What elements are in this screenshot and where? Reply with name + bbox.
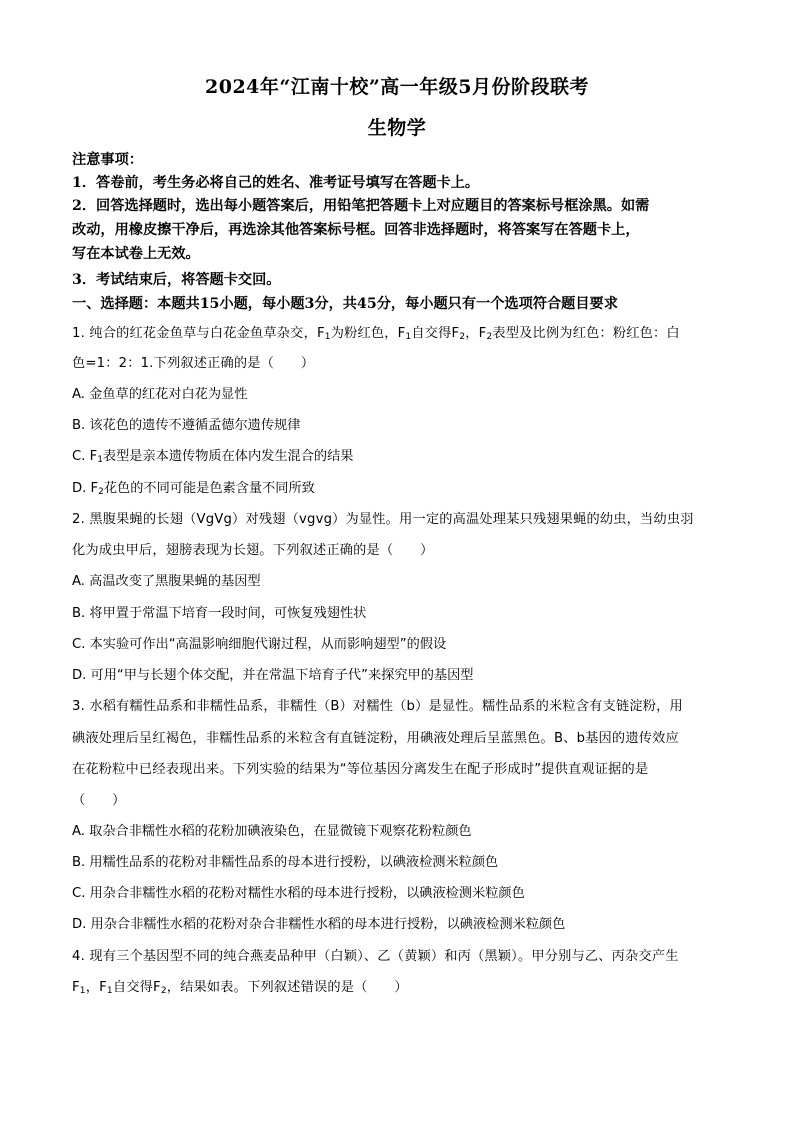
question-4-line-1: 4. 现有三个基因型不同的纯合燕麦品种甲（白颖）、乙（黄颖）和丙（黑颖）。甲分别与乙、丙杂交产生 — [72, 949, 679, 964]
question-3-option-d: D. 用杂合非糯性水稻的花粉对杂合非糯性水稻的母本进行授粉，以碘液检测米粒颜色 — [72, 917, 566, 932]
question-3-line-4: （ ） — [72, 793, 126, 808]
question-1-line-2: 色=1：2：1.下列叙述正确的是（ ） — [72, 356, 315, 371]
question-2-option-c: C. 本实验可作出“高温影响细胞代谢过程，从而影响翅型”的假设 — [72, 637, 447, 652]
section-1-heading: 一、选择题：本题共15小题，每小题3分，共45分，每小题只有一个选项符合题目要求 — [72, 296, 618, 312]
question-2-line-2: 化为成虫甲后，翅膀表现为长翅。下列叙述正确的是（ ） — [72, 543, 434, 558]
notes-item-3: 3．考试结束后，将答题卡交回。 — [72, 272, 281, 288]
question-2-option-d: D. 可用“甲与长翅个体交配，并在常温下培育子代”来探究甲的基因型 — [72, 668, 474, 683]
subject-title: 生物学 — [367, 117, 427, 139]
notes-item-1: 1．答卷前，考生务必将自己的姓名、准考证号填写在答题卡上。 — [72, 175, 480, 191]
question-3-line-3: 在花粉粒中已经表现出来。下列实验的结果为“等位基因分离发生在配子形成时”提供直观证据的是 — [72, 762, 649, 777]
question-2-line-1: 2. 黑腹果蝇的长翅（VgVg）对残翅（vgvg）为显性。用一定的高温处理某只残翅果蝇的幼虫，当幼虫羽 — [72, 512, 694, 527]
question-2-option-b: B. 将甲置于常温下培育一段时间，可恢复残翅性状 — [72, 606, 367, 621]
notes-item-2-line-2: 改动，用橡皮擦干净后，再选涂其他答案标号框。回答非选择题时，将答案写在答题卡上， — [72, 222, 640, 238]
question-3-option-c: C. 用杂合非糯性水稻的花粉对糯性水稻的母本进行授粉，以碘液检测米粒颜色 — [72, 886, 525, 901]
notes-item-2-line-3: 写在本试卷上无效。 — [72, 246, 200, 262]
question-4-line-2: $F_1$，$F_1$自交得$F_2$，结果如表。下列叙述错误的是（ ） — [72, 980, 408, 996]
question-3-line-2: 碘液处理后呈红褐色，非糯性品系的米粒含有直链淀粉，用碘液处理后呈蓝黑色。B、b基因的遗传效应 — [72, 731, 679, 746]
question-1-option-b: B. 该花色的遗传不遵循孟德尔遗传规律 — [72, 418, 301, 433]
question-3-option-b: B. 用糯性品系的花粉对非糯性品系的母本进行授粉，以碘液检测米粒颜色 — [72, 855, 499, 870]
question-1-option-c: C. $F_1$表型是亲本遗传物质在体内发生混合的结果 — [72, 449, 354, 465]
question-1-line-1: 1. 纯合的红花金鱼草与白花金鱼草杂交，$F_1$为粉红色，$F_1$自交得$F_2$，$F_2$表型及比例为红色：粉红色：白 — [72, 326, 680, 342]
notes-item-2-line-1: 2．回答选择题时，选出每小题答案后，用铅笔把答题卡上对应题目的答案标号框涂黑。如需 — [72, 198, 650, 214]
question-1-option-a: A. 金鱼草的红花对白花为显性 — [72, 387, 248, 402]
question-3-line-1: 3. 水稻有糯性品系和非糯性品系，非糯性（B）对糯性（b）是显性。糯性品系的米粒含有支链淀粉，用 — [72, 699, 683, 714]
question-2-option-a: A. 高温改变了黑腹果蝇的基因型 — [72, 574, 261, 589]
exam-title: 2024年“江南十校”高一年级5月份阶段联考 — [205, 76, 589, 98]
notes-heading: 注意事项： — [72, 152, 143, 168]
question-1-option-d: D. $F_2$花色的不同可能是色素含量不同所致 — [72, 481, 315, 497]
question-3-option-a: A. 取杂合非糯性水稻的花粉加碘液染色，在显微镜下观察花粉粒颜色 — [72, 824, 472, 839]
